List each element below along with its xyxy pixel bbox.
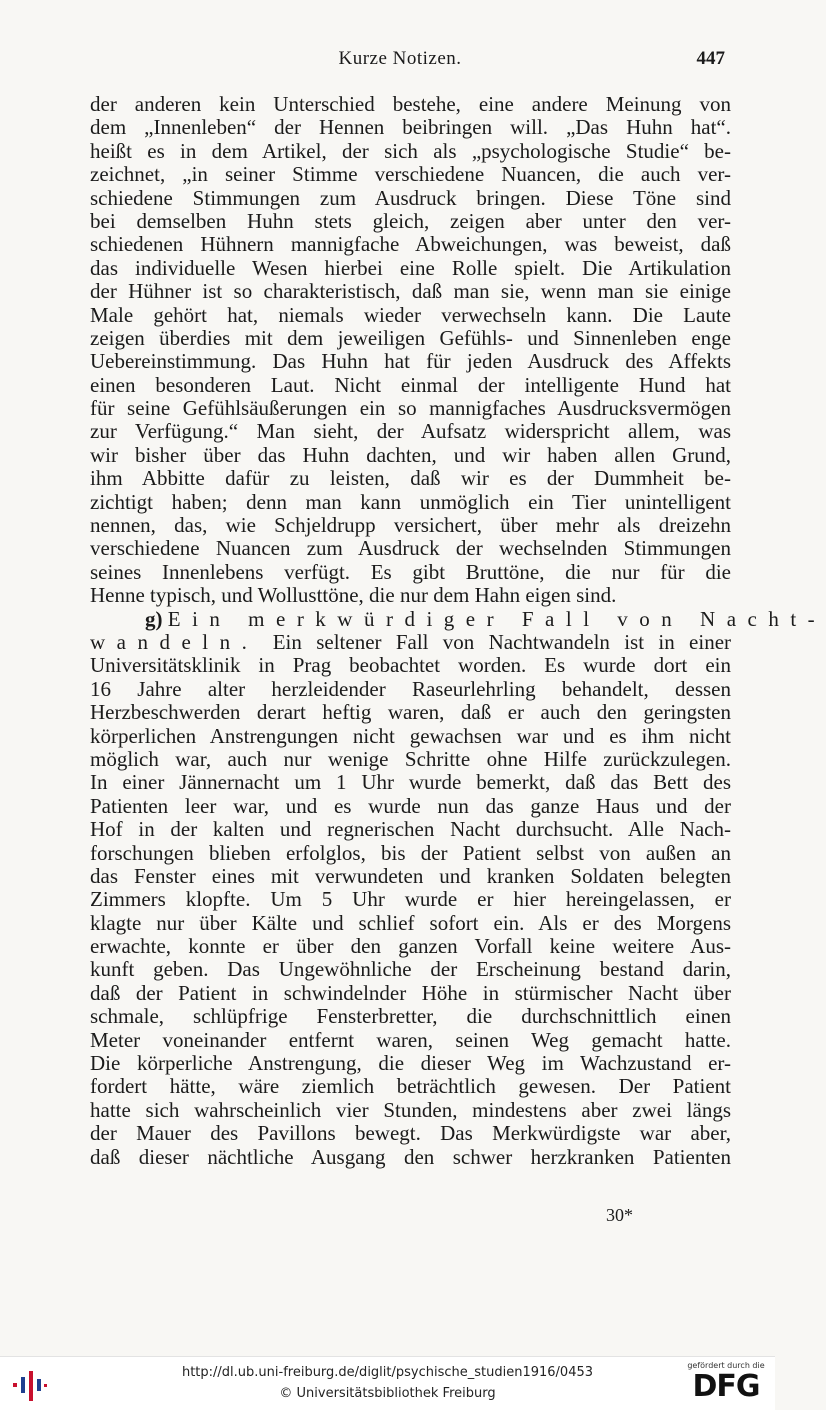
text-line: der Hühner ist so charakteristisch, daß man sie, wenn man sie einige (90, 279, 731, 304)
text-line: ihm Abbitte dafür zu leisten, daß wir es der Dummheit be- (90, 466, 731, 491)
text-line: der anderen kein Unterschied bestehe, eine andere Meinung von (90, 92, 731, 116)
text-line: dem „Innenleben“ der Hennen beibringen will. „Das Huhn hat“. (90, 115, 731, 140)
section-marker: g) (145, 606, 163, 631)
text-line: zichtigt haben; denn man kann unmöglich ein Tier unintelligent (90, 489, 731, 514)
text-line: körperlichen Anstrengungen nicht gewachsen war und es ihm nicht (90, 723, 731, 748)
text-line: In einer Jännernacht um 1 Uhr wurde bemerkt, daß das Bett des (90, 770, 731, 795)
text-line: Herzbeschwerden derart heftig waren, daß er auch den geringsten (90, 700, 731, 725)
text-line: schiedenen Hühnern mannigfache Abweichungen, was beweist, daß (90, 232, 731, 257)
text-line: seines Innenlebens verfügt. Es gibt Bruttöne, die nur für die (90, 559, 731, 584)
text-line: forschungen blieben erfolglos, bis der Patient selbst von außen an (90, 840, 731, 865)
text-line: schmale, schlüpfrige Fensterbretter, die durchschnittlich einen (90, 1004, 731, 1029)
text-line: schiedene Stimmungen zum Ausdruck bringen. Diese Töne sind (90, 185, 731, 210)
section-text: Ein seltener Fall von Nachtwandeln ist in einer (272, 629, 732, 654)
text-line: Hof in der kalten und regnerischen Nacht durchsucht. Alle Nach- (90, 817, 731, 842)
text-line: verschiedene Nuancen zum Ausdruck der wechselnden Stimmungen (90, 536, 731, 561)
text-line: Universitätsklinik in Prag beobachtet worden. Es wurde dort ein (90, 653, 731, 678)
text-line: einen besonderen Laut. Nicht einmal der intelligente Hund hat (90, 372, 731, 397)
body-text (90, 92, 826, 1169)
text-line: hatte sich wahrscheinlich vier Stunden, mindestens aber zwei längs (90, 1097, 731, 1122)
running-title: Kurze Notizen. (338, 48, 462, 69)
text-line: nennen, das, wie Schjeldrupp versichert, über mehr als dreizehn (90, 513, 731, 538)
page-number: 447 (696, 48, 725, 69)
text-line: daß dieser nächtliche Ausgang den schwer herzkranken Patienten (90, 1144, 731, 1169)
text-line: fordert hätte, wäre ziemlich beträchtlich gewesen. Der Patient (90, 1074, 731, 1099)
page-header (0, 48, 775, 74)
text-line: klagte nur über Kälte und schlief sofort ein. Als er des Morgens (90, 910, 731, 935)
text-line: zeichnet, „in seiner Stimme verschiedene Nuancen, die auch ver- (90, 162, 731, 187)
text-line: Meter voneinander entfernt waren, seinen Weg gemacht hatte. (90, 1027, 731, 1052)
text-line: 16 Jahre alter herzleidender Raseurlehrling behandelt, dessen (90, 676, 731, 701)
text-line: das individuelle Wesen hierbei eine Rolle spielt. Die Artikulation (90, 255, 731, 280)
footer-bar (0, 1356, 775, 1410)
text-line: zeigen überdies mit dem jeweiligen Gefühls- und Sinnenleben enge (90, 325, 731, 350)
dfg-caption: gefördert durch die (687, 1361, 765, 1370)
text-line: bei demselben Huhn stets gleich, zeigen aber unter den ver- (90, 208, 731, 233)
text-line: Uebereinstimmung. Das Huhn hat für jeden Ausdruck des Affekts (90, 349, 731, 374)
copyright-notice: © Universitätsbibliothek Freiburg (279, 1386, 496, 1401)
text-line: Male gehört hat, niemals wieder verwechseln kann. Die Laute (90, 302, 731, 327)
section-title-continued: wandeln. (90, 629, 259, 654)
text-line: wir bisher über das Huhn dachten, und wir haben allen Grund, (90, 442, 731, 467)
text-line: daß der Patient in schwindelnder Höhe in stürmischer Nacht über (90, 980, 731, 1005)
text-line: das Fenster eines mit verwundeten und kranken Soldaten belegten (90, 863, 731, 888)
text-line: Zimmers klopfte. Um 5 Uhr wurde er hier hereingelassen, er (90, 887, 731, 912)
text-line: für seine Gefühlsäußerungen ein so mannigfaches Ausdrucksvermögen (90, 396, 731, 421)
section-first-line (90, 631, 731, 654)
text-line: der Mauer des Pavillons bewegt. Das Merkwürdigste war aber, (90, 1121, 731, 1146)
text-line: möglich war, auch nur wenige Schritte ohne Hilfe zurückzulegen. (90, 746, 731, 771)
signature-mark: 30* (606, 1205, 633, 1225)
dfg-funding-block (685, 1361, 767, 1403)
source-url-link[interactable]: http://dl.ub.uni-freiburg.de/diglit/psychische_studien1916/0453 (181, 1365, 594, 1380)
dfg-logo: DFG (692, 1369, 760, 1404)
text-line: zur Verfügung.“ Man sieht, der Aufsatz widerspricht allem, was (90, 419, 731, 444)
text-line: Die körperliche Anstrengung, die dieser Weg im Wachzustand er- (90, 1051, 731, 1076)
text-line: Patienten leer war, und es wurde nun das ganze Haus und der (90, 793, 731, 818)
section-title: Ein merkwürdiger Fall von Nacht- (167, 606, 826, 631)
text-line: kunft geben. Das Ungewöhnliche der Erscheinung bestand darin, (90, 957, 731, 982)
text-line: Henne typisch, und Wollusttöne, die nur dem Hahn eigen sind. (90, 583, 617, 608)
text-line: heißt es in dem Artikel, der sich als „psychologische Studie“ be- (90, 138, 731, 163)
section-heading-line (90, 606, 826, 631)
text-line: erwachte, konnte er über den ganzen Vorfall keine weitere Aus- (90, 934, 731, 959)
